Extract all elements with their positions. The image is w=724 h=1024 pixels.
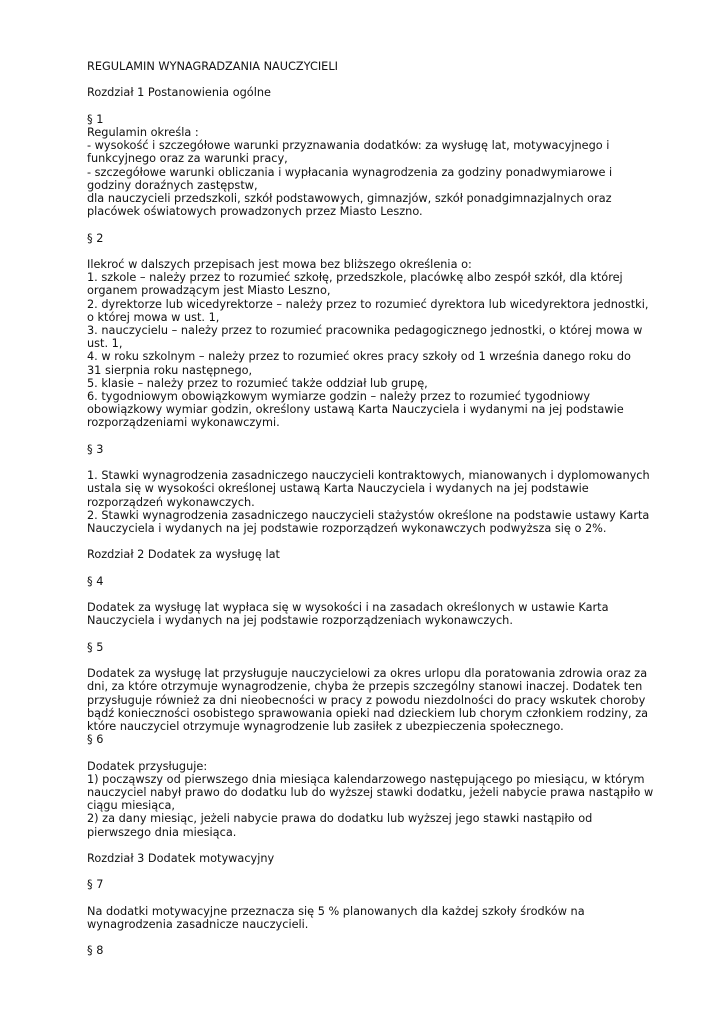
section-1-line: dla nauczycieli przedszkoli, szkół podstawowych, gimnazjów, szkół ponadgimnazjalnych oraz — [87, 192, 612, 205]
section-6-line: 2) za dany miesiąc, jeżeli nabycie prawa do dodatku lub wyższej jego stawki nastąpiło od — [87, 812, 593, 826]
section-3-line: 2. Stawki wynagrodzenia zasadniczego nauczycieli stażystów określone na podstawie ustawy Karta — [87, 508, 650, 522]
section-3-heading: § 3 — [87, 442, 104, 456]
section-5-line: Dodatek za wysługę lat przysługuje nauczycielowi za okres urlopu dla poratowania zdrowia oraz za — [87, 667, 648, 681]
section-2-line: 3. nauczycielu – należy przez to rozumieć pracownika pedagogicznego jednostki, o której mowa w — [87, 324, 643, 337]
chapter-3-text: Rozdział 3 Dodatek motywacyjny — [87, 851, 275, 865]
section-1 — [87, 113, 647, 219]
section-2-line: organem prowadzącym jest Miasto Leszno, — [87, 284, 331, 298]
section-5-heading-block — [87, 641, 647, 654]
section-6-heading-block — [87, 733, 647, 746]
document-title — [87, 60, 647, 73]
section-3-heading-block — [87, 443, 647, 456]
section-2-line: rozporządzeniami wykonawczymi. — [87, 416, 280, 430]
section-8-heading-block — [87, 944, 647, 957]
section-2-line: o której mowa w ust. 1, — [87, 310, 220, 324]
section-6-heading: § 6 — [87, 733, 104, 747]
section-2-heading: § 2 — [87, 231, 104, 245]
section-1-line: funkcyjnego oraz za warunki pracy, — [87, 152, 288, 166]
chapter-1-text: Rozdział 1 Postanowienia ogólne — [87, 86, 271, 100]
section-5-line: które nauczyciel otrzymuje wynagrodzenie lub zasiłek z ubezpieczenia społecznego. — [87, 719, 564, 733]
section-4-heading-block — [87, 575, 647, 588]
chapter-2-text: Rozdział 2 Dodatek za wysługę lat — [87, 548, 280, 562]
section-2-line: obowiązkowy wymiar godzin, określony ustawą Karta Nauczyciela i wydanymi na jej podstawie — [87, 403, 624, 417]
section-1-line: Regulamin określa : — [87, 125, 199, 139]
section-6 — [87, 759, 654, 839]
section-1-line: - szczegółowe warunki obliczania i wypłacania wynagrodzenia za godziny ponadwymiarowe i — [87, 165, 613, 179]
section-5-line: dni, za które otrzymuje wynagrodzenie, chyba że przepis szczególny stanowi inaczej. Dodatek ten — [87, 680, 643, 694]
section-3-line: rozporządzeń wykonawczych. — [87, 495, 255, 509]
title-text: REGULAMIN WYNAGRADZANIA NAUCZYCIELI — [87, 60, 338, 73]
section-6-line: Dodatek przysługuje: — [87, 759, 208, 773]
section-1-line: placówek oświatowych prowadzonych przez Miasto Leszno. — [87, 205, 423, 219]
section-3-line: ustala się w wysokości określonej ustawą Karta Nauczyciela i wydanych na jej podstawie — [87, 482, 589, 496]
section-1-line: godziny doraźnych zastępstw, — [87, 178, 258, 192]
section-3 — [87, 469, 650, 536]
section-3-line: 1. Stawki wynagrodzenia zasadniczego nauczycieli kontraktowych, mianowanych i dyplomowanych — [87, 469, 650, 483]
section-6-line: 1) począwszy od pierwszego dnia miesiąca kalendarzowego następującego po miesiącu, w którym — [87, 772, 645, 786]
section-2-line: ust. 1, — [87, 337, 123, 351]
section-7-heading-block — [87, 878, 647, 891]
section-2-line: Ilekroć w dalszych przepisach jest mowa bez bliższego określenia o: — [87, 257, 472, 271]
section-4-heading: § 4 — [87, 574, 104, 588]
section-4 — [87, 601, 647, 627]
section-6-line: pierwszego dnia miesiąca. — [87, 825, 237, 839]
section-8-heading: § 8 — [87, 944, 104, 958]
section-2-line: 4. w roku szkolnym – należy przez to rozumieć okres pracy szkoły od 1 września danego roku do — [87, 350, 631, 364]
section-7-line: Na dodatki motywacyjne przeznacza się 5 % planowanych dla każdej szkoły środków na — [87, 904, 585, 918]
chapter-2-heading — [87, 548, 647, 561]
section-6-line: nauczyciel nabył prawo do dodatku lub do wyższej stawki dodatku, jeżeli nabycie prawa nastąpiło w — [87, 785, 654, 799]
section-7 — [87, 905, 647, 931]
section-4-line: Dodatek za wysługę lat wypłaca się w wysokości i na zasadach określonych w ustawie Karta — [87, 601, 609, 615]
document-page — [87, 60, 654, 971]
chapter-1-heading — [87, 86, 647, 99]
section-2 — [87, 258, 647, 430]
section-7-heading: § 7 — [87, 878, 104, 892]
section-4-line: Nauczyciela i wydanych na jej podstawie rozporządzeniach wykonawczych. — [87, 614, 513, 628]
section-7-line: wynagrodzenia zasadnicze nauczycieli. — [87, 917, 309, 931]
section-2-line: 31 sierpnia roku następnego, — [87, 363, 253, 377]
section-2-heading-block — [87, 232, 647, 245]
section-1-heading: § 1 — [87, 112, 104, 126]
section-5-line: bądź konieczności osobistego sprawowania opieki nad dzieckiem lub chorym członkiem rodziny, za — [87, 706, 649, 720]
chapter-3-heading — [87, 852, 647, 865]
section-2-line: 1. szkole – należy przez to rozumieć szkołę, przedszkole, placówkę albo zespół szkół, dla której — [87, 271, 623, 285]
section-6-line: ciągu miesiąca, — [87, 799, 175, 813]
section-3-line: Nauczyciela i wydanych na jej podstawie rozporządzeń wykonawczych podwyższa się o 2%. — [87, 522, 607, 536]
section-2-line: 6. tygodniowym obowiązkowym wymiarze godzin – należy przez to rozumieć tygodniowy — [87, 390, 591, 404]
section-2-line: 5. klasie – należy przez to rozumieć także oddział lub grupę, — [87, 376, 428, 390]
section-2-line: 2. dyrektorze lub wicedyrektorze – należy przez to rozumieć dyrektora lub wicedyrektora jednostki, — [87, 297, 649, 311]
section-5-heading: § 5 — [87, 640, 104, 654]
section-5 — [87, 667, 647, 733]
section-5-line: przysługuje również za dni nieobecności w pracy z powodu niezdolności do pracy wskutek choroby — [87, 693, 646, 707]
section-1-line: - wysokość i szczegółowe warunki przyznawania dodatków: za wysługę lat, motywacyjnego i — [87, 139, 610, 153]
